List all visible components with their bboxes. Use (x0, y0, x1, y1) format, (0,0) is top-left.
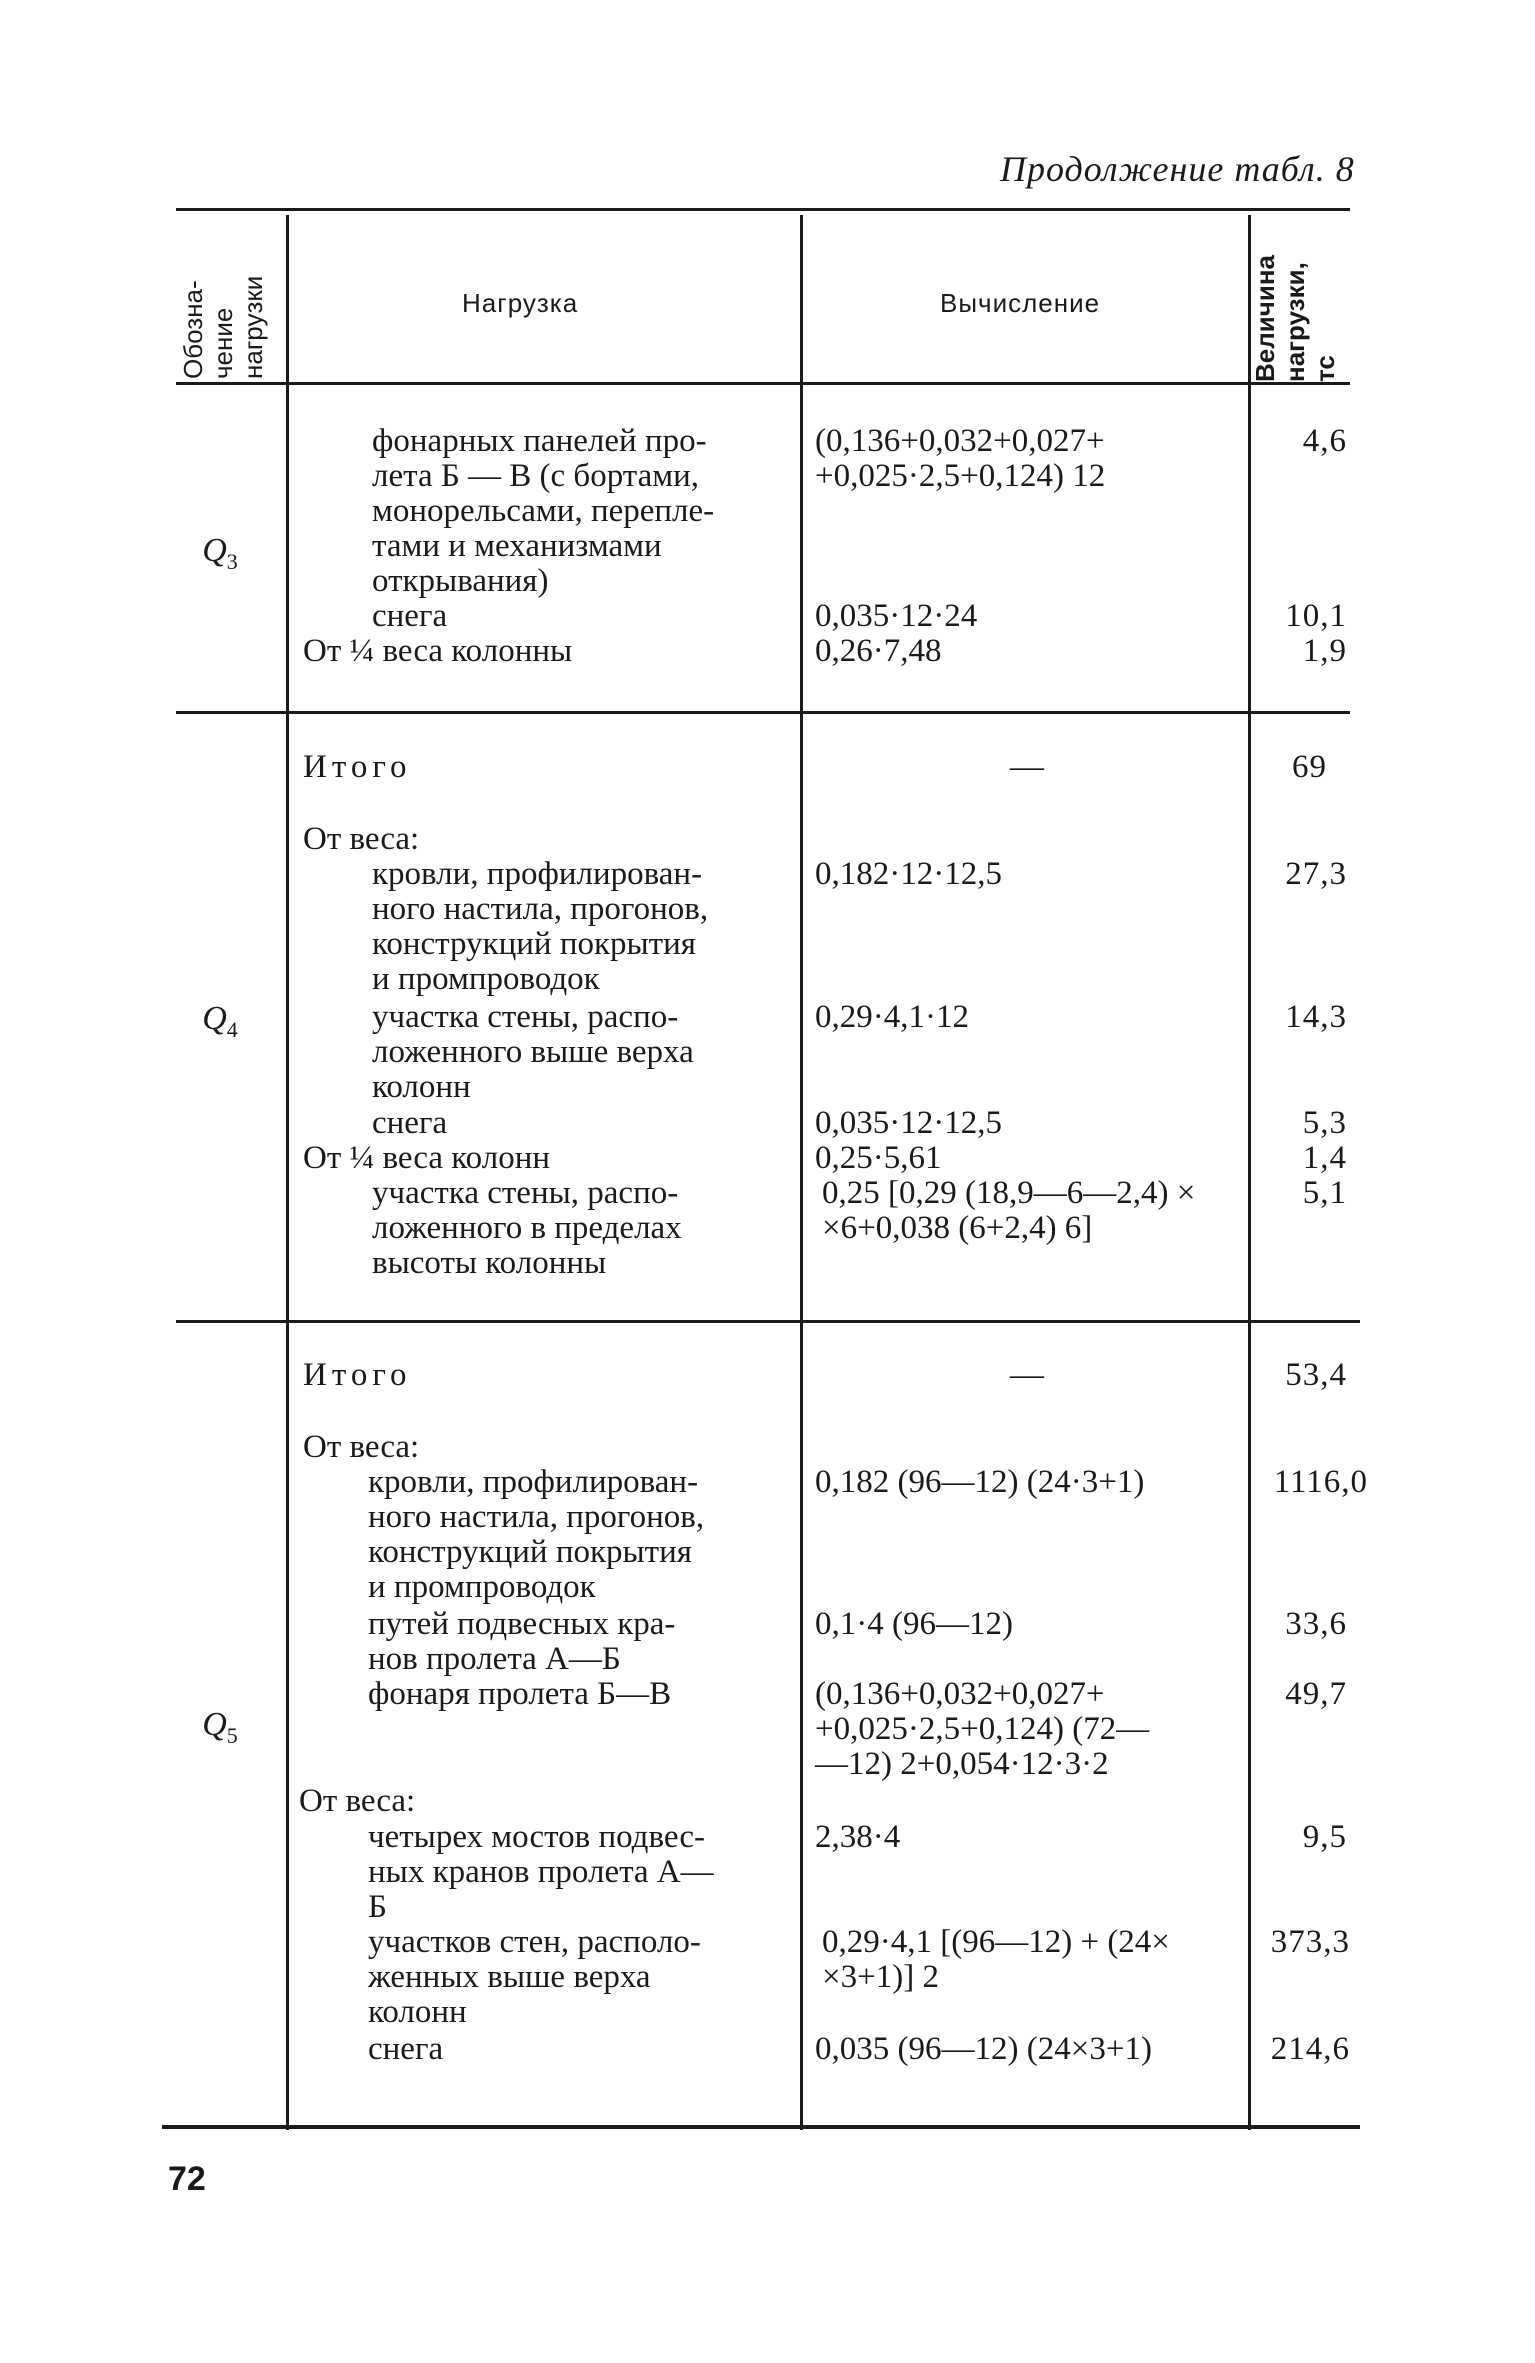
header-symbol: Обозна- чение нагрузки (178, 275, 268, 379)
q5-walls-calc: 0,29·4,1 [(96—12) + (24× ×3+1)] 2 (822, 1924, 1170, 1995)
q3-lantern-panels-value: 4,6 (1302, 423, 1347, 459)
q4-total-value: 69 (1292, 749, 1327, 785)
q5-from-weight-label: От веса: (303, 1429, 420, 1465)
q3-snow-value: 10,1 (1285, 598, 1347, 634)
q4-wall-in-column-value: 5,1 (1302, 1175, 1347, 1211)
q3-lantern-panels-calc: (0,136+0,032+0,027+ +0,025·2,5+0,124) 12 (815, 423, 1106, 494)
header-bottom-rule (176, 382, 1350, 385)
q4-roof-label: кровли, профилирован- ного настила, прогонов, конструкций покрытия и промпроводок (372, 856, 709, 997)
q5-total-value: 53,4 (1285, 1357, 1347, 1393)
q3-snow-label: снега (372, 598, 448, 634)
q4-wall-in-column-label: участка стены, распо- ложенного в пределах высоты колонны (372, 1175, 682, 1281)
q5-walls-value: 373,3 (1270, 1924, 1350, 1960)
q5-from-weight2-label: От веса: (299, 1783, 416, 1819)
header-calc: Вычисление (940, 288, 1101, 318)
section-rule-q3-q4 (176, 711, 1350, 714)
symbol-q4: $Q_4$ (202, 1000, 238, 1042)
q5-total-label: Итого (303, 1357, 412, 1393)
header-value: Величина нагрузки, тс (1250, 255, 1340, 382)
q5-roof-value: 1116,0 (1273, 1464, 1368, 1500)
q5-lantern-label: фонаря пролета Б—В (368, 1676, 672, 1712)
q4-snow-label: снега (372, 1105, 448, 1141)
q5-crane-ways-label: путей подвесных кра- нов пролета А—Б (368, 1606, 676, 1677)
q3-column-label: От ¼ веса колонны (303, 633, 573, 669)
q3-column-value: 1,9 (1302, 633, 1347, 669)
table-bottom-rule (162, 2125, 1360, 2129)
q5-total-calc: — (1010, 1356, 1044, 1393)
q4-wall-calc: 0,29·4,1·12 (815, 999, 969, 1035)
q4-roof-value: 27,3 (1285, 856, 1347, 892)
q4-column-calc: 0,25·5,61 (815, 1140, 942, 1176)
q3-snow-calc: 0,035·12·24 (815, 598, 978, 634)
q5-crane-bridges-calc: 2,38·4 (815, 1819, 901, 1855)
q5-crane-bridges-value: 9,5 (1302, 1819, 1347, 1855)
section-rule-q4-q5 (176, 1320, 1360, 1323)
header-load: Нагрузка (462, 288, 579, 318)
q4-column-label: От ¼ веса колонн (303, 1140, 551, 1176)
q5-crane-bridges-label: четырех мостов подвес- ных кранов пролета А— Б (368, 1819, 714, 1925)
q4-snow-calc: 0,035·12·12,5 (815, 1105, 1002, 1141)
table-continuation-caption: Продолжение табл. 8 (1000, 149, 1355, 189)
header-top-rule (176, 208, 1350, 211)
q4-wall-label: участка стены, распо- ложенного выше верха колонн (372, 999, 694, 1105)
q5-lantern-value: 49,7 (1285, 1676, 1347, 1712)
q4-snow-value: 5,3 (1302, 1105, 1347, 1141)
q5-snow-label: снега (368, 2031, 444, 2067)
q4-total-label: Итого (303, 749, 412, 785)
q5-roof-calc: 0,182 (96—12) (24·3+1) (815, 1464, 1145, 1500)
q5-snow-calc: 0,035 (96—12) (24×3+1) (815, 2031, 1152, 2067)
symbol-q3: $Q_3$ (202, 532, 238, 574)
q3-column-calc: 0,26·7,48 (815, 633, 942, 669)
q5-lantern-calc: (0,136+0,032+0,027+ +0,025·2,5+0,124) (72— —12) 2+0,054·12·3·2 (815, 1676, 1150, 1782)
q4-column-value: 1,4 (1302, 1140, 1347, 1176)
q3-lantern-panels-label: фонарных панелей про- лета Б — В (с бортами, монорельсами, перепле- тами и механизмами открывания) (372, 423, 715, 599)
q4-roof-calc: 0,182·12·12,5 (815, 856, 1002, 892)
q5-snow-value: 214,6 (1270, 2031, 1350, 2067)
q4-wall-value: 14,3 (1285, 999, 1347, 1035)
q5-walls-label: участков стен, располо- женных выше верха колонн (368, 1924, 701, 2030)
q5-crane-ways-calc: 0,1·4 (96—12) (815, 1606, 1013, 1642)
q4-wall-in-column-calc: 0,25 [0,29 (18,9—6—2,4) × ×6+0,038 (6+2,4) 6] (822, 1175, 1196, 1246)
q5-crane-ways-value: 33,6 (1285, 1606, 1347, 1642)
q4-total-calc: — (1010, 748, 1044, 785)
page-number: 72 (168, 2160, 206, 2198)
q5-roof-label: кровли, профилирован- ного настила, прогонов, конструкций покрытия и промпроводок (368, 1464, 705, 1605)
column-separator-1 (286, 215, 289, 2130)
symbol-q5: $Q_5$ (202, 1706, 238, 1748)
q4-from-weight-label: От веса: (303, 821, 420, 857)
